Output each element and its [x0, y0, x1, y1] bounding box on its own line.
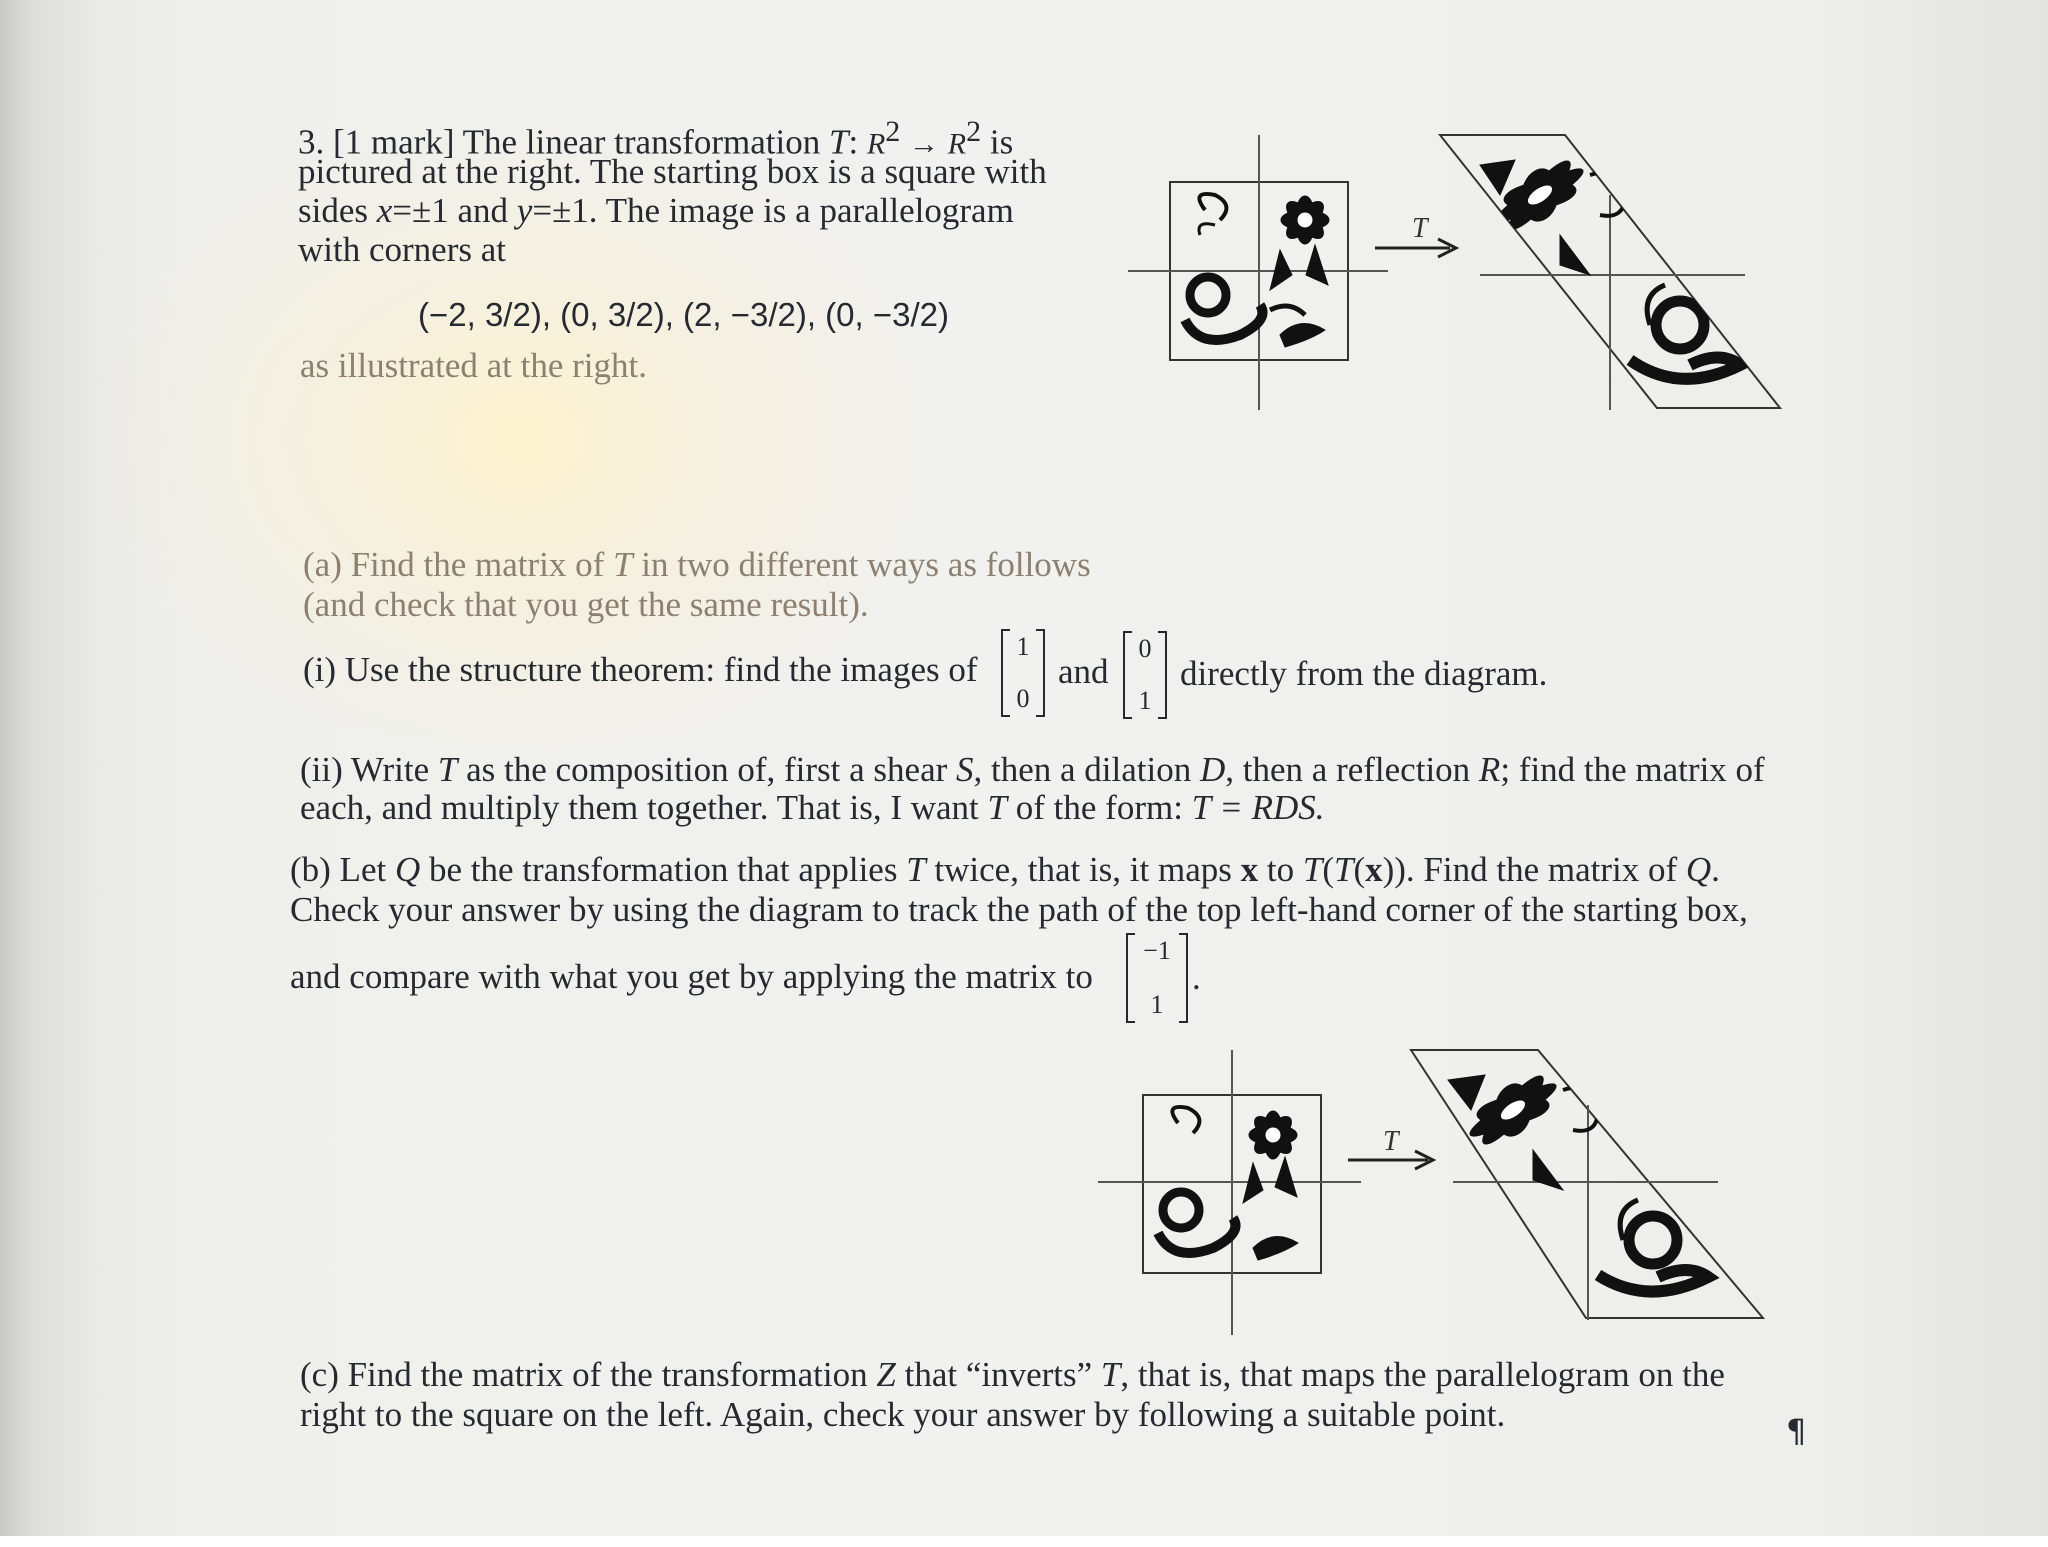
part-a-ii-line-2: each, and multiply them together. That is, I want T of the form: T = RDS.: [300, 788, 1325, 827]
arrow-label: T: [1383, 1126, 1399, 1157]
question-line-3: sides x=±1 and y=±1. The image is a parallelogram: [298, 191, 1014, 230]
part-a-ii-line-1: (ii) Write T as the composition of, first a shear S, then a dilation D, then a reflection R; find the matrix of: [300, 750, 1765, 789]
part-c-line-2: right to the square on the left. Again, check your answer by following a suitable point.: [300, 1395, 1506, 1434]
and-word: and: [1058, 652, 1109, 691]
test-vector: [1125, 932, 1189, 1024]
basis-vector-e2: [1122, 630, 1168, 720]
illustrated-note: as illustrated at the right.: [300, 346, 647, 385]
part-c-line-1: (c) Find the matrix of the transformation Z that “inverts” T, that is, that maps the parallelogram on the: [300, 1355, 1725, 1394]
screen-bottom-edge: [0, 1536, 2048, 1547]
parallelogram-ornament: [1448, 1075, 1708, 1292]
part-a-line-1: (a) Find the matrix of T in two different ways as follows: [303, 545, 1091, 584]
part-b-line-2: Check your answer by using the diagram to track the path of the top left-hand corner of the starting box,: [290, 890, 1748, 929]
transformation-figure-top: [1120, 125, 1800, 420]
vector-top-entry: −1: [1143, 936, 1171, 965]
vector-bottom-entry: 0: [1016, 684, 1030, 713]
pilcrow-mark: ¶: [1786, 1412, 1807, 1450]
vector-bottom-entry: 1: [1150, 990, 1164, 1019]
basis-vector-e1: [1000, 628, 1046, 718]
period: .: [1192, 958, 1201, 997]
arrow-label: T: [1412, 213, 1428, 244]
question-line-4: with corners at: [298, 230, 506, 269]
part-a-i-text-end: directly from the diagram.: [1180, 654, 1548, 693]
part-a-line-2: (and check that you get the same result).: [303, 585, 869, 624]
question-line-2: pictured at the right. The starting box is a square with: [298, 152, 1047, 191]
transformation-figure-bottom: [1093, 1045, 1773, 1345]
part-b-line-3: and compare with what you get by applying the matrix to: [290, 957, 1093, 996]
vector-bottom-entry: 1: [1138, 686, 1152, 715]
vector-top-entry: 0: [1138, 634, 1152, 663]
vector-top-entry: 1: [1016, 632, 1030, 661]
square-ornament: [1158, 1107, 1298, 1260]
part-a-i-text: (i) Use the structure theorem: find the images of: [303, 650, 978, 689]
corner-coordinates: (−2, 3/2), (0, 3/2), (2, −3/2), (0, −3/2): [418, 296, 949, 333]
part-b-line-1: (b) Let Q be the transformation that applies T twice, that is, it maps x to T(T(x)). Find the matrix of Q.: [290, 850, 1720, 889]
question-line-1: 3. [1 mark] The linear transformation T: $R^2 \to R^2$ is: [298, 115, 1014, 162]
